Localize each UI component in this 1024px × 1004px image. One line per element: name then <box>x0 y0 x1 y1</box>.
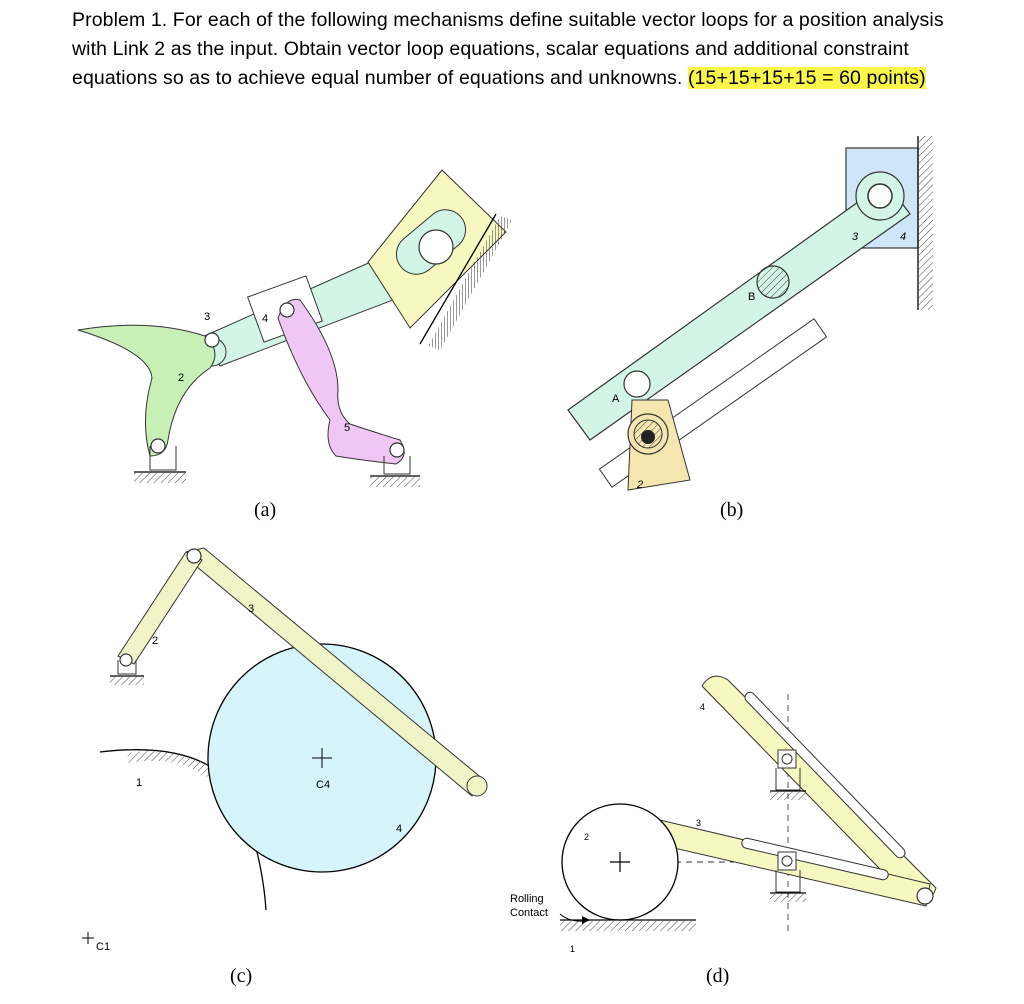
c-label-3: 3 <box>248 603 255 615</box>
d-label-3: 3 <box>696 818 702 828</box>
a-link2 <box>78 325 215 456</box>
d-label-1: 1 <box>570 944 576 954</box>
points-highlight: (15+15+15+15 = 60 points) <box>687 67 926 89</box>
a-label-3: 3 <box>204 311 211 323</box>
figure-b <box>568 136 933 521</box>
c-caption: (c) <box>230 965 253 987</box>
c-label-4: 4 <box>396 823 403 835</box>
a-caption: (a) <box>254 499 277 521</box>
d-rolling-label-1: Rolling <box>510 893 544 905</box>
d-caption: (d) <box>706 965 730 987</box>
b-label-3: 3 <box>852 231 859 243</box>
a-label-5: 5 <box>344 422 351 434</box>
d-label-4: 4 <box>700 702 706 712</box>
d-label-2: 2 <box>584 832 590 842</box>
a-label-4: 4 <box>262 313 269 325</box>
c-link2 <box>118 552 202 664</box>
figure-a <box>78 170 512 521</box>
b-label-4: 4 <box>900 231 907 243</box>
problem-text: Problem 1. For each of the following mechanisms define suitable vector loops for a position analysis with Link 2 as the input. Obtain vector loop equations, scalar equations and additional constraint equations so as to achieve equal number of equations and unknowns. <box>72 9 944 89</box>
c-label-2: 2 <box>152 635 159 647</box>
a-label-2: 2 <box>178 372 185 384</box>
b-label-A: A <box>612 393 620 405</box>
b-label-2: 2 <box>637 479 644 491</box>
b-label-B: B <box>748 291 756 303</box>
c-label-1: 1 <box>136 777 143 789</box>
figure-d <box>510 676 936 987</box>
figure-c <box>82 548 487 987</box>
c-label-c4: C4 <box>316 779 331 791</box>
b-caption: (b) <box>720 499 744 521</box>
d-rolling-label-2: Contact <box>510 907 548 919</box>
a-link5 <box>278 299 404 464</box>
c-label-c1: C1 <box>96 941 111 953</box>
